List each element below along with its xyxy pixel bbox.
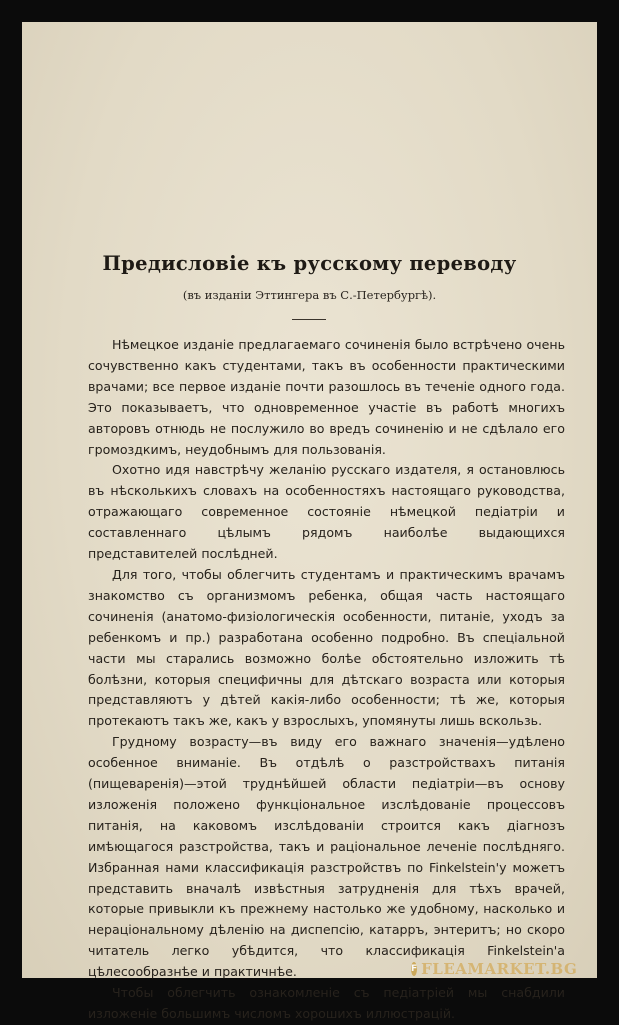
page-title: Предисловіе къ русскому переводу xyxy=(102,252,517,275)
paragraph: Для того, чтобы облегчить студентамъ и практическимъ врачамъ знакомство съ организмомъ ребенка, общая часть настоящаго сочиненія (анатомо-физіологическія особенности, питаніе, уходъ за ребенкомъ и пр.) разработана особенно подробно. Въ спеціальной части мы старались возможно болѣе обстоятельно изложить тѣ болѣзни, которыя специфичны для дѣтскаго возраста или которыя представляютъ у дѣтей какія-либо особенности; тѣ же, которыя протекаютъ такъ же, какъ у взрослыхъ, упомянуты лишь вскользь. xyxy=(88,566,565,729)
document-body xyxy=(88,335,565,1025)
title-divider xyxy=(292,319,326,320)
watermark xyxy=(411,954,578,984)
paragraph: Нѣмецкое изданіе предлагаемаго сочиненія было встрѣчено очень сочувственно какъ студентами, такъ въ особенности практическими врачами; все первое изданіе почти разошлось въ теченіе одного года. Это показываетъ, что одновременное участіе въ работѣ многихъ авторовъ отнюдь не послужило во вредъ сочиненію и не сдѣлало его громоздкимъ, неудобнымъ для пользованія. xyxy=(88,337,565,457)
document-page xyxy=(22,22,597,1021)
paragraph: Охотно идя навстрѣчу желанію русскаго издателя, я остановлюсь въ нѣсколькихъ словахъ на особенностяхъ настоящаго руководства, отражающаго современное состояніе нѣмецкой педіатріи и составленнаго цѣлымъ рядомъ наиболѣе выдающихся представителей послѣдней. xyxy=(88,462,565,562)
paragraph: Грудному возрасту—въ виду его важнаго значенія—удѣлено особенное вниманіе. Въ отдѣлѣ о разстройствахъ питанія (пищеваренія)—этой труднѣйшей области педіатріи—въ основу изложенія положено функціональное изслѣдованіе процессовъ питанія, на каковомъ изслѣдованіи строится какъ діагнозъ имѣющагося разстройства, такъ и раціональное леченіе послѣдняго. Избранная нами классификація разстройствъ по Finkelstein'у можетъ представить вначалѣ извѣстныя затрудненія для тѣхъ врачей, которые привыкли къ прежнему настолько же удобному, насколько и нераціональному дѣленію на диспепсію, катарръ, энтеритъ; но скоро читатель легко убѣдится, что классификація Finkelstein'а цѣлесообразнѣе и практичнѣе. xyxy=(88,734,565,980)
paragraph: Чтобы облегчить ознакомленіе съ педіатріей мы снабдили изложеніе большимъ числомъ хорошихъ иллюстрацій. xyxy=(88,985,565,1021)
watermark-text: FLEAMARKET.BG xyxy=(421,960,578,978)
page-subtitle: (въ изданіи Эттингера въ С.-Петербургѣ). xyxy=(182,288,437,302)
bleed-through-texture xyxy=(102,82,562,322)
fleamarket-logo-icon: F xyxy=(411,964,418,974)
